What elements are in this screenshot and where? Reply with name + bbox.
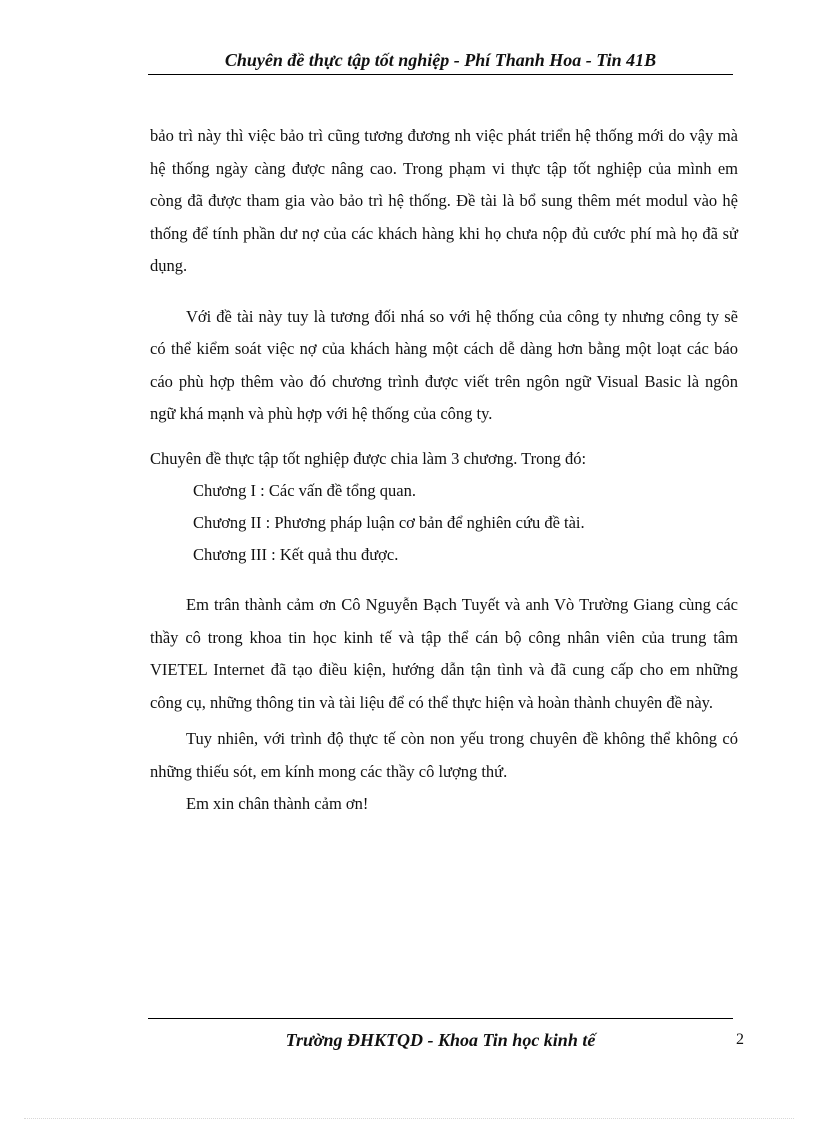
- page-footer: Trường ĐHKTQD - Khoa Tin học kinh tế: [285, 1030, 596, 1050]
- page-number: 2: [736, 1031, 744, 1048]
- chapter-item-2: Chương II : Phương pháp luận cơ bản để nghiên cứu đề tài.: [193, 513, 585, 532]
- paragraph-topic: Với đề tài này tuy là tương đối nhá so với hệ thống của công ty nhưng công ty sẽ có thể kiểm soát việc nợ của khách hàng một cách dễ dàng hơn bằng một loạt các báo cáo phù hợp thêm vào đó chương trình được viết trên ngôn ngữ Visual Basic là ngôn ngữ khá mạnh và phù hợp với hệ thống của công ty.: [150, 306, 738, 423]
- document-body: [150, 120, 738, 821]
- page-edge-divider: [24, 1118, 794, 1119]
- footer-divider: [148, 1018, 733, 1019]
- chapter-item-3: Chương III : Kết quả thu được.: [193, 545, 399, 564]
- paragraph-apology: Tuy nhiên, với trình độ thực tế còn non yếu trong chuyên đề không thể không có những thiếu sót, em kính mong các thầy cô lượng thứ.: [150, 729, 738, 781]
- chapter-list: [150, 475, 738, 571]
- chapter-item-1: Chương I : Các vấn đề tổng quan.: [193, 481, 416, 500]
- page-header: [148, 48, 733, 75]
- paragraph-closing: Em xin chân thành cảm ơn!: [186, 794, 369, 813]
- header-title: Chuyên đề thực tập tốt nghiệp - Phí Thanh Hoa - Tin 41B: [224, 50, 657, 70]
- paragraph-acknowledgement: Em trân thành cảm ơn Cô Nguyễn Bạch Tuyết và anh Vò Trường Giang cùng các thầy cô trong khoa tin học kinh tế và tập thể cán bộ công nhân viên của trung tâm VIETEL Internet đã tạo điều kiện, hướng dẫn tận tình và đã cung cấp cho em những công cụ, những thông tin và tài liệu để có thể thực hiện và hoàn thành chuyên đề này.: [150, 595, 738, 712]
- paragraph-maintenance: bảo trì này thì việc bảo trì cũng tương đương nh việc phát triển hệ thống mới do vậy mà hệ thống ngày càng được nâng cao. Trong phạm vi thực tập tốt nghiệp của mình em còng đã được tham gia vào bảo trì hệ thống. Đề tài là bổ sung thêm mét modul vào hệ thống để tính phần dư nợ của các khách hàng khi họ chưa nộp đủ cước phí mà họ đã sử dụng.: [150, 126, 738, 275]
- paragraph-chapter-intro: Chuyên đề thực tập tốt nghiệp được chia làm 3 chương. Trong đó:: [150, 448, 587, 468]
